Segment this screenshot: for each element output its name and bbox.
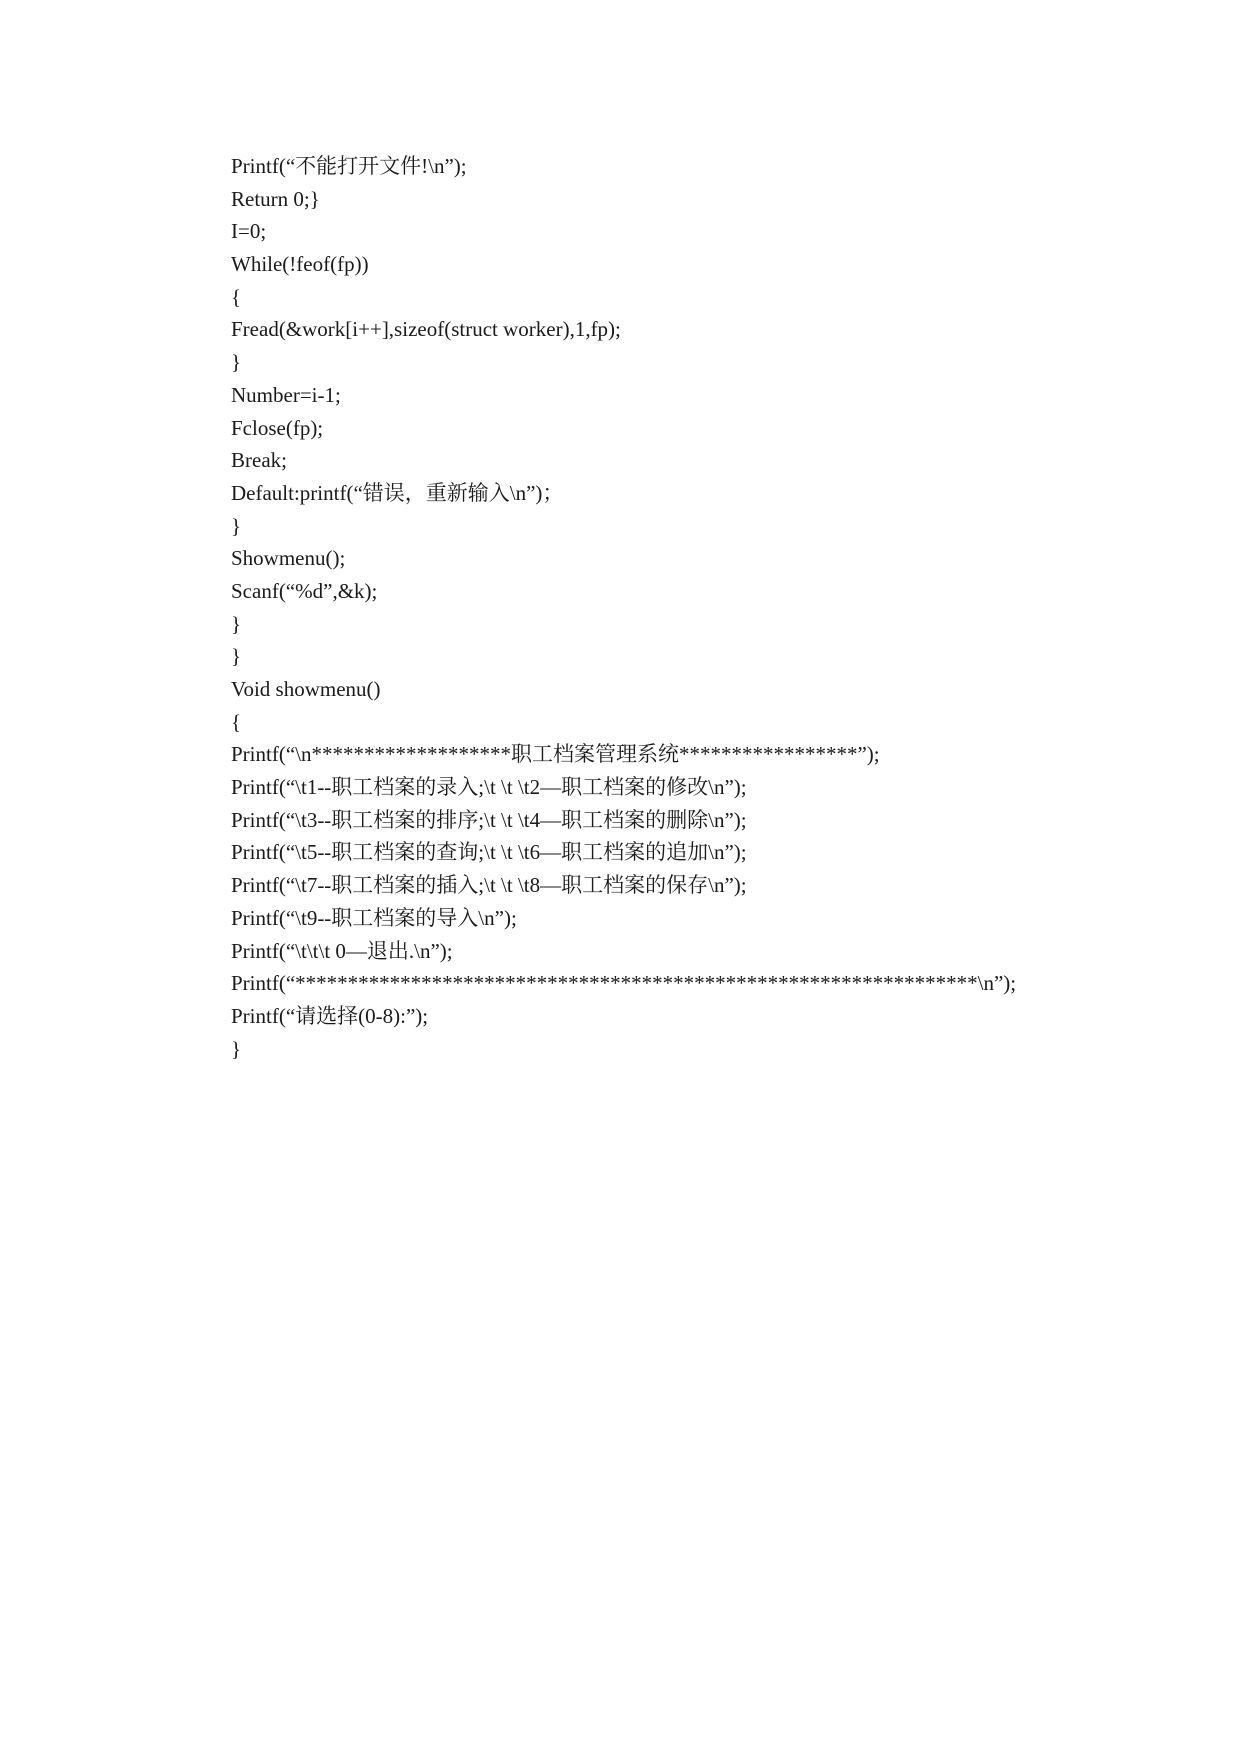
code-line: Scanf(“%d”,&k); [231,578,378,603]
code-line: Showmenu(); [231,546,346,571]
code-line: } [231,611,242,636]
code-line: Number=i-1; [231,382,341,407]
code-line: } [231,1036,242,1061]
code-line: Printf(“*****************************************************************\n”); [231,971,1017,996]
code-line: Printf(“\t1--职工档案的录入;\t \t \t2—职工档案的修改\n”); [231,775,747,800]
code-line: While(!feof(fp)) [231,252,369,277]
code-line: Printf(“请选择(0-8):”); [231,1003,429,1028]
code-line: { [231,284,242,309]
code-line: Break; [231,448,287,473]
code-line: Printf(“\t5--职工档案的查询;\t \t \t6—职工档案的追加\n”); [231,840,747,865]
code-line: Printf(“\t3--职工档案的排序;\t \t \t4—职工档案的删除\n”); [231,807,747,832]
code-line: } [231,513,242,538]
code-line: Printf(“\t7--职工档案的插入;\t \t \t8—职工档案的保存\n”); [231,873,747,898]
code-line: Printf(“不能打开文件!\n”); [231,154,467,178]
code-line: Fclose(fp); [231,415,324,440]
code-listing [231,150,1131,1065]
code-line: } [231,644,242,669]
code-line: Printf(“\n*******************职工档案管理系统*****************”); [231,742,880,767]
code-line: Void showmenu() [231,677,381,701]
code-line: { [231,709,242,734]
code-line: Default:printf(“错误，重新输入\n”)； [231,480,564,505]
code-line: } [231,350,242,375]
code-line: I=0; [231,219,267,244]
code-line: Return 0;} [231,186,320,211]
code-line: Printf(“\t\t\t 0—退出.\n”); [231,938,453,963]
code-line: Printf(“\t9--职工档案的导入\n”); [231,905,517,930]
code-line: Fread(&work[i++],sizeof(struct worker),1,fp); [231,317,621,342]
